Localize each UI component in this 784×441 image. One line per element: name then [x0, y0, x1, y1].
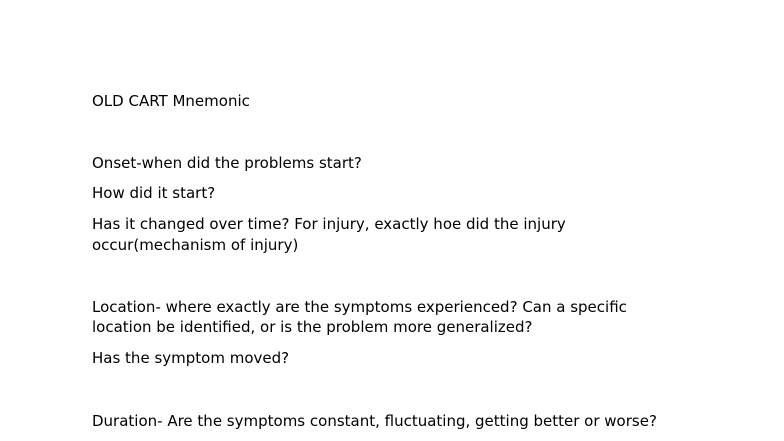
location-question-line1: Location- where exactly are the symptoms experienced? Can a specific: [92, 298, 627, 316]
onset-question-change-line1: Has it changed over time? For injury, exactly hoe did the injury: [92, 215, 566, 233]
location-question-moved: Has the symptom moved?: [92, 349, 290, 367]
onset-question-change-line2: occur(mechanism of injury): [92, 236, 299, 254]
document-title: OLD CART Mnemonic: [92, 92, 250, 110]
duration-question: Duration- Are the symptoms constant, fluctuating, getting better or worse?: [92, 412, 657, 430]
onset-question-start: Onset-when did the problems start?: [92, 154, 362, 172]
onset-question-how: How did it start?: [92, 184, 216, 202]
location-question-line2: location be identified, or is the problem more generalized?: [92, 318, 533, 336]
